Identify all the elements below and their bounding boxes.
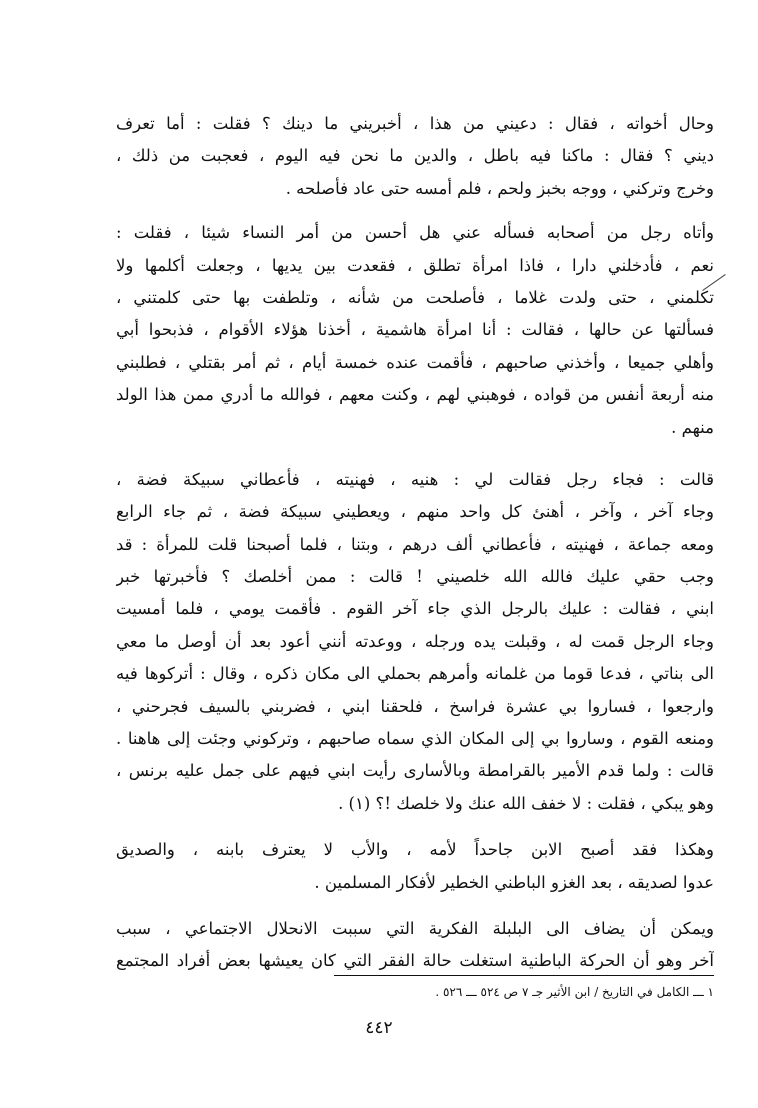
paragraph-4 [116,834,714,899]
paragraph-5 [116,913,714,978]
text-line: ويمكن أن يضاف الى البلبلة الفكرية التي سببت الانحلال الاجتماعي ، سبب [116,918,714,938]
paragraph-1 [116,108,714,205]
text-line: منه أربعة أنفس من قواده ، فوهبني لهم ، وكنت معهم ، فوالله ما أدري ممن هذا الولد [116,385,714,405]
text-line: وأهلي جميعا ، وأخذني صاحبهم ، فأقمت عنده خمسة أيام ، ثم أمر بقتلي ، فطلبني [116,352,714,372]
text-line: وجاء آخر ، وآخر ، أهنئ كل واحد منهم ، ويعطيني سبيكة فضة ، ثم جاء الرابع [116,502,714,522]
text-line: ديني ؟ فقال : ماكنا فيه باطل ، والدين ما نحن فيه اليوم ، فعجبت من ذلك ، [116,146,714,166]
paragraph-3 [116,464,714,820]
text-line: آخر وهو أن الحركة الباطنية استغلت حالة الفقر التي كان يعيشها بعض أفراد المجتمع [116,951,714,971]
text-line: وهكذا فقد أصبح الابن جاحداً لأمه ، والأب لا يعترف بابنه ، والصديق [116,840,714,860]
text-line: قالت : فجاء رجل فقالت لي : هنيه ، فهنيته ، فأعطاني سبيكة فضة ، [116,469,714,489]
text-line: ابني ، فقالت : عليك بالرجل الذي جاء آخر القوم . فأقمت يومي ، فلما أمسيت [116,599,714,619]
text-line: وجاء الرجل قمت له ، وقبلت يده ورجله ، ووعدته أنني أعود بعد أن أوصل ما معي [116,631,714,651]
text-line: وأتاه رجل من أصحابه فسأله عني هل أحسن من أمر النساء شيئا ، فقلت : [116,223,714,243]
text-line: وخرج وتركني ، ووجه بخبز ولحم ، فلم أمسه حتى عاد فأصلحه . [285,178,714,198]
text-line: نعم ، فأدخلني دارا ، فاذا امرأة تطلق ، فقعدت بين يديها ، وجعلت أكلمها ولا [116,255,714,275]
text-line: وهو يبكي ، فقلت : لا خفف الله عنك ولا خلصك !؟ (١) . [338,793,714,813]
text-line: منهم . [671,417,714,437]
footnote-divider [334,975,714,976]
text-line: وحال أخواته ، فقال : دعيني من هذا ، أخبريني ما دينك ؟ فقلت : أما تعرف [116,114,714,133]
text-line: وارجعوا ، فساروا بي عشرة فراسخ ، فلحقنا ابني ، فضربني بالسيف فجرحني ، [116,696,714,716]
text-line: ومنعه القوم ، وساروا بي إلى المكان الذي سماه صاحبهم ، وتركوني وجئت إلى هاهنا . [116,729,714,749]
page-number: ٤٤٢ [365,1018,393,1038]
text-line: ومعه جماعة ، فهنيته ، فأعطاني ألف درهم ، وبتنا ، فلما أصبحنا قلت للمرأة : قد [116,534,714,554]
body-text [116,108,714,978]
text-line: قالت : ولما قدم الأمير بالقرامطة وبالأسارى رأيت ابني فيهم على جمل عليه برنس ، [116,761,714,781]
paragraph-2 [116,217,714,444]
text-line: عدوا لصديقه ، بعد الغزو الباطني الخطير لأفكار المسلمين . [314,872,714,892]
text-line: الى بناتي ، فدعا قوما من غلمانه وأمرهم بحملي الى مكان ذكره ، وقال : أتركوها فيه [116,664,714,684]
text-line: فسألتها عن حالها ، فقالت : أنا امرأة هاشمية ، أخذنا هؤلاء الأقوام ، فذبحوا أبي [116,320,714,340]
text-line: تكلمني ، حتى ولدت غلاما ، فأصلحت من شأنه ، وتلطفت بها حتى كلمتني ، [116,287,714,307]
footnote: ١ ـــ الكامل في التاريخ / ابن الأثير جـ ٧ ص ٥٢٤ ـــ ٥٢٦ . [435,985,714,999]
text-line: وجب حقي عليك فالله الله خلصيني ! قالت : ممن أخلصك ؟ فأخبرتها خبر [116,567,714,587]
